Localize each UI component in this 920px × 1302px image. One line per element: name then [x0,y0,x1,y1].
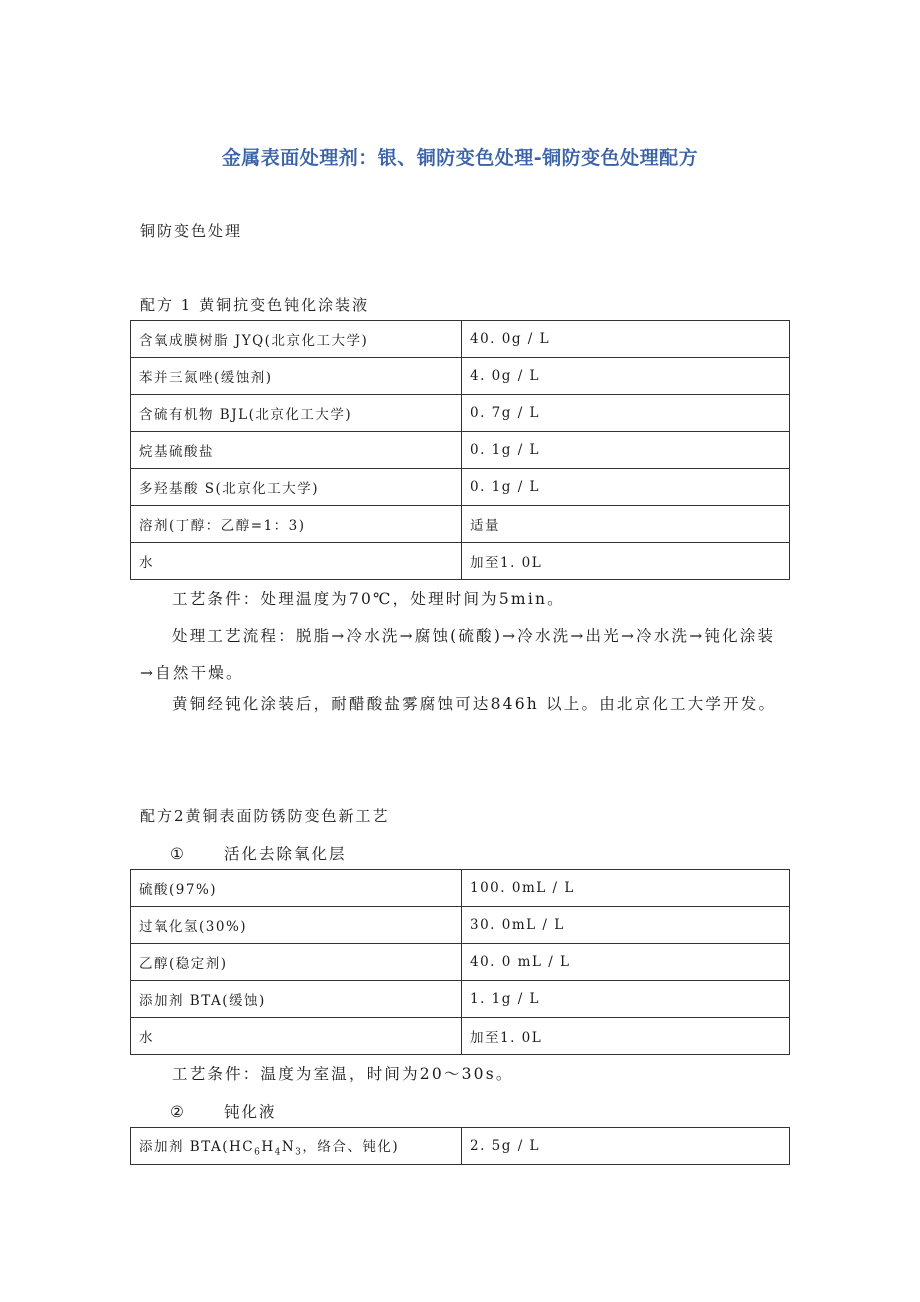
ingredient-name: 添加剂 BTA(缓蚀) [131,981,462,1018]
ingredient-name: 溶剂(丁醇：乙醇=1：3) [131,506,462,543]
ingredient-name: 烷基硫酸盐 [131,432,462,469]
recipe1-table [130,320,790,580]
ingredient-amount: 0. 7g / L [462,395,790,432]
recipe1-condition: 工艺条件：处理温度为70℃，处理时间为5min。 [172,590,565,608]
ingredient-name: 苯并三氮唑(缓蚀剂) [131,358,462,395]
table-row [131,543,790,580]
recipe2-condition: 工艺条件：温度为室温，时间为20～30s。 [172,1065,514,1083]
ingredient-amount: 加至1. 0L [462,1018,790,1055]
ingredient-name: 多羟基酸 S(北京化工大学) [131,469,462,506]
ingredient-name: 乙醇(稳定剂) [131,944,462,981]
ingredient-name: 过氧化氢(30%) [131,907,462,944]
ingredient-amount: 2. 5g / L [462,1128,790,1165]
formula-prefix: 添加剂 BTA(HC [139,1138,255,1155]
ingredient-name: 含硫有机物 BJL(北京化工大学) [131,395,462,432]
recipe2-table [130,869,790,1055]
ingredient-amount: 1. 1g / L [462,981,790,1018]
formula-subscript: 4 [274,1147,282,1158]
table-row [131,870,790,907]
recipe1-heading: 配方 1 黄铜抗变色钝化涂装液 [140,296,370,314]
formula-element: N [281,1138,296,1155]
table-row [131,944,790,981]
ingredient-amount: 40. 0g / L [462,321,790,358]
step-number: ① [170,845,186,863]
recipe2-step1 [170,842,347,864]
ingredient-name: 水 [131,543,462,580]
table-row [131,469,790,506]
step-label: 活化去除氧化层 [224,845,347,863]
formula-suffix: ，络合、钝化) [302,1138,400,1155]
recipe2-step2 [170,1100,277,1122]
ingredient-amount: 40. 0 mL / L [462,944,790,981]
recipe2-step2-table [130,1127,790,1165]
step-label: 钝化液 [224,1103,277,1121]
ingredient-amount: 加至1. 0L [462,543,790,580]
section-heading: 铜防变色处理 [140,222,243,240]
ingredient-amount: 4. 0g / L [462,358,790,395]
table-row [131,358,790,395]
table-row [131,1018,790,1055]
formula-subscript: 3 [295,1147,303,1158]
ingredient-name: 含氧成膜树脂 JYQ(北京化工大学) [131,321,462,358]
table-row [131,981,790,1018]
recipe1-process: 处理工艺流程：脱脂→冷水洗→腐蚀(硫酸)→冷水洗→出光→冷水洗→钝化涂装→自然干燥。 [140,627,776,682]
page-title: 金属表面处理剂：银、铜防变色处理-铜防变色处理配方 [221,147,699,169]
recipe1-note: 黄铜经钝化涂装后，耐醋酸盐雾腐蚀可达846h 以上。由北京化工大学开发。 [172,695,777,713]
table-row [131,907,790,944]
ingredient-name: 硫酸(97%) [131,870,462,907]
ingredient-amount: 100. 0mL / L [462,870,790,907]
ingredient-name: 水 [131,1018,462,1055]
table-row [131,395,790,432]
step-number: ② [170,1103,186,1121]
ingredient-amount: 适量 [462,506,790,543]
ingredient-name [131,1128,462,1165]
table-row [131,321,790,358]
ingredient-amount: 30. 0mL / L [462,907,790,944]
formula-subscript: 6 [254,1147,262,1158]
ingredient-amount: 0. 1g / L [462,469,790,506]
ingredient-amount: 0. 1g / L [462,432,790,469]
table-row [131,506,790,543]
table-row [131,1128,790,1165]
recipe2-heading: 配方2黄铜表面防锈防变色新工艺 [140,807,390,825]
formula-element: H [261,1138,275,1155]
table-row [131,432,790,469]
